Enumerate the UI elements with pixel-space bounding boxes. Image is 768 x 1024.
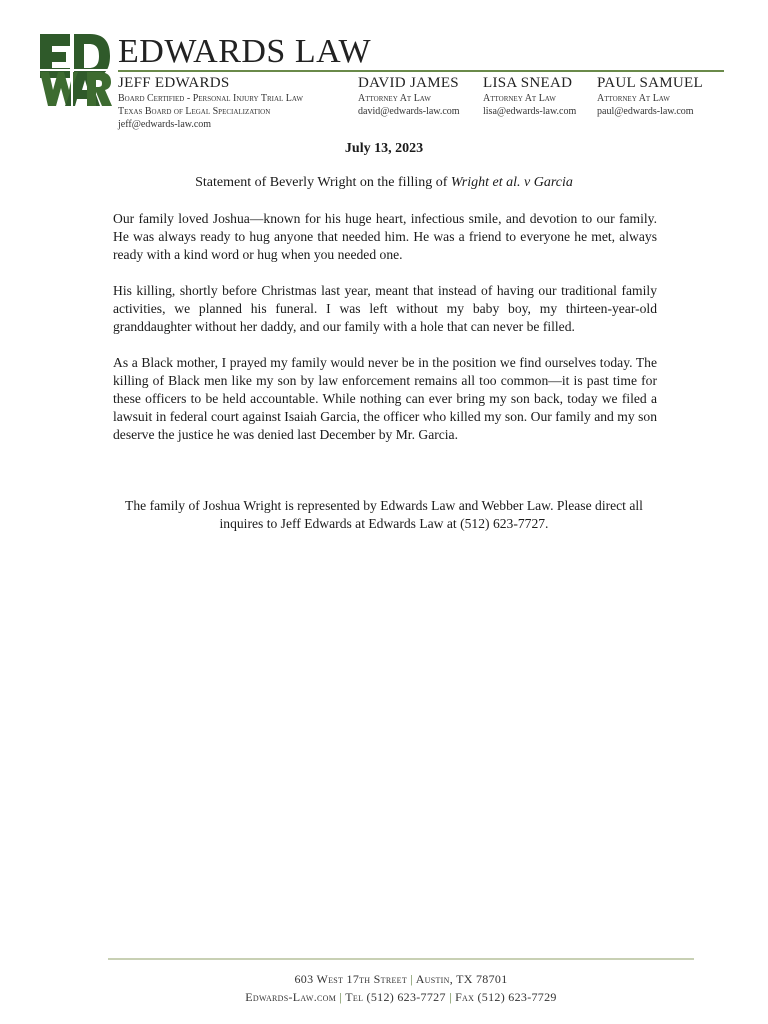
attorney-email[interactable]: paul@edwards-law.com xyxy=(597,106,694,117)
attorney-name: DAVID JAMES xyxy=(358,75,459,91)
statement-paragraph: His killing, shortly before Christmas last year, meant that instead of having our traditional family activities, we planned his funeral. I was left without my baby boy, my thirteen-year-old granddaughter without her daddy, and our family with a hole that can never be filled. xyxy=(113,283,657,334)
closing-contact-note: The family of Joshua Wright is represented by Edwards Law and Webber Law. Please direct all inquires to Jeff Edwards at Edwards Law at (512) 623-7727. xyxy=(125,498,643,531)
attorney-lisa-snead xyxy=(483,74,576,118)
statement-paragraph: As a Black mother, I prayed my family would never be in the position we find ourselves today. The killing of Black men like my son by law enforcement remains all too common—it is past time for these officers to be held accountable. While nothing can ever bring my son back, today we filed a lawsuit in federal court against Isaiah Garcia, the officer who killed my son. Our family and my son deserve the justice he was denied last December by Mr. Garcia. xyxy=(113,355,657,442)
attorney-jeff-edwards xyxy=(118,74,303,131)
header-rule xyxy=(118,70,724,72)
statement-title xyxy=(0,175,768,191)
footer-separator: | xyxy=(339,990,343,1004)
footer-separator: | xyxy=(449,990,452,1004)
case-name: Wright et al. v Garcia xyxy=(450,175,573,190)
attorney-name: PAUL SAMUEL xyxy=(597,75,703,91)
attorney-email[interactable]: david@edwards-law.com xyxy=(358,106,460,117)
attorney-name: JEFF EDWARDS xyxy=(118,75,230,91)
attorney-board: Texas Board of Legal Specialization xyxy=(118,106,271,117)
footer xyxy=(108,970,694,1006)
attorney-title: Attorney At Law xyxy=(597,93,670,104)
footer-rule xyxy=(108,958,694,960)
footer-tel: Tel (512) 623-7727 xyxy=(345,990,446,1004)
statement-title-prefix: Statement of Beverly Wright on the filling of xyxy=(195,175,451,190)
letter-date: July 13, 2023 xyxy=(344,141,424,156)
attorney-email[interactable]: jeff@edwards-law.com xyxy=(118,119,212,130)
attorney-email[interactable]: lisa@edwards-law.com xyxy=(483,106,577,117)
edwards-law-logo xyxy=(38,32,112,108)
attorney-name: LISA SNEAD xyxy=(483,75,573,91)
firm-name: EDWARDS LAW xyxy=(118,33,372,70)
footer-website[interactable]: Edwards-Law.com xyxy=(245,990,337,1004)
letterhead xyxy=(38,32,728,136)
attorney-title: Attorney At Law xyxy=(483,93,556,104)
footer-fax: Fax (512) 623-7729 xyxy=(455,990,557,1004)
attorney-title: Attorney At Law xyxy=(358,93,431,104)
footer-separator: | xyxy=(410,972,414,986)
footer-contact-line xyxy=(108,988,694,1006)
footer-street: 603 West 17th Street xyxy=(294,972,408,986)
attorney-david-james xyxy=(358,74,460,118)
attorney-paul-samuel xyxy=(597,74,703,118)
statement-paragraph: Our family loved Joshua—known for his huge heart, infectious smile, and devotion to our family. He was always ready to hug anyone that needed him. He was a friend to everyone he met, always ready with a kind word or hug when you needed one. xyxy=(113,211,657,262)
footer-address-line xyxy=(108,970,694,988)
attorney-certification: Board Certified - Personal Injury Trial Law xyxy=(118,93,304,104)
footer-city: Austin, TX 78701 xyxy=(415,972,508,986)
